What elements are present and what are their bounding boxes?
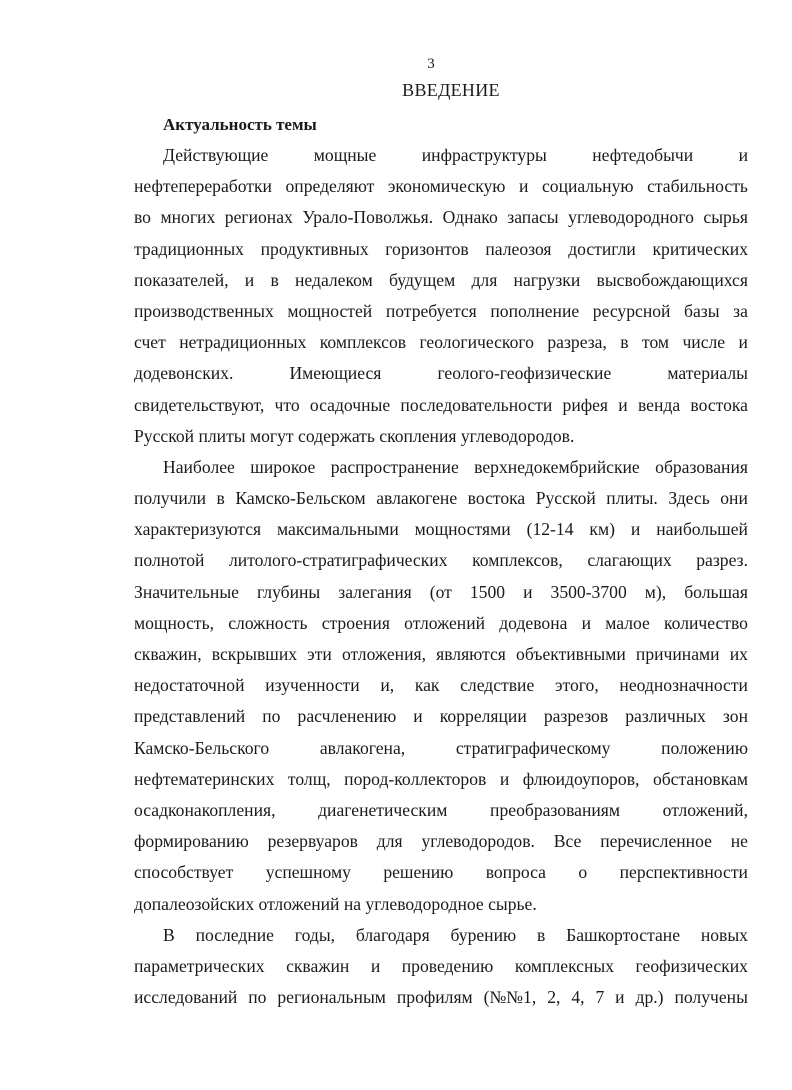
word: неоднозначности xyxy=(619,675,748,696)
word: и xyxy=(413,706,423,727)
word: слагающих xyxy=(587,550,672,571)
word: и xyxy=(370,955,381,976)
body-text xyxy=(134,140,748,1013)
word: геолого-геофизические xyxy=(437,363,612,384)
word: определяют xyxy=(285,176,375,197)
word: региональным xyxy=(277,987,386,1008)
word: достигли xyxy=(568,238,636,259)
word: залегания xyxy=(338,581,412,602)
word: критических xyxy=(652,238,748,259)
word: Здесь xyxy=(668,488,710,509)
word: причинами xyxy=(635,644,720,664)
word: обстановкам xyxy=(652,768,748,789)
word: Значительные xyxy=(134,581,239,602)
text-line xyxy=(134,202,748,233)
word: в xyxy=(620,332,629,353)
word: получили xyxy=(134,488,207,509)
word: осадконакопления, xyxy=(134,799,276,820)
word: м), xyxy=(644,581,667,602)
word: додевона xyxy=(499,612,568,633)
section-heading: Актуальность темы xyxy=(163,115,317,134)
word: счет xyxy=(134,332,166,353)
word: 4, xyxy=(571,987,585,1008)
word: и xyxy=(519,176,529,197)
word: представлений xyxy=(134,706,246,727)
word: комплексов xyxy=(319,332,407,353)
word: многих xyxy=(160,207,216,228)
word: исследований xyxy=(134,987,238,1008)
word: вопроса xyxy=(485,862,546,883)
word: флюидоупоров, xyxy=(522,768,640,789)
word: том xyxy=(641,332,670,353)
word: скважин, xyxy=(134,644,202,664)
text-line xyxy=(134,234,748,265)
word: венда xyxy=(637,394,681,415)
text-line xyxy=(134,483,748,514)
word: скважин xyxy=(286,955,350,976)
word: производственных xyxy=(134,300,274,321)
word: экономическую xyxy=(387,176,506,197)
word: (12-14 xyxy=(526,519,574,540)
text-line xyxy=(134,951,748,982)
page-title: ВВЕДЕНИЕ xyxy=(402,80,500,100)
word: рифея xyxy=(562,394,609,415)
text-line xyxy=(134,140,748,171)
word: глубины xyxy=(256,581,321,602)
word: социальную xyxy=(541,176,634,197)
word: сырья xyxy=(703,207,748,228)
word: стабильность xyxy=(647,176,748,197)
word: комплексных xyxy=(514,955,615,976)
word: В xyxy=(163,924,175,945)
word: строения xyxy=(321,612,390,633)
text-line xyxy=(134,701,748,732)
paragraph xyxy=(134,452,748,920)
word: авлакогена, xyxy=(319,737,406,758)
word: мощностями xyxy=(414,519,511,540)
word: их xyxy=(729,644,748,664)
word: Башкортостане xyxy=(566,924,681,945)
word: горизонтов xyxy=(385,238,469,259)
word: Имеющиеся xyxy=(289,363,382,384)
text-line xyxy=(134,390,748,421)
word: толщ, xyxy=(287,768,331,789)
word: пополнение xyxy=(490,300,580,321)
word: характеризуются xyxy=(134,519,262,540)
word: пород-коллекторов xyxy=(344,768,487,789)
word: этого, xyxy=(554,675,599,696)
word: др.) xyxy=(635,987,664,1008)
word: различных xyxy=(625,706,706,727)
text-line xyxy=(134,452,748,483)
word: отложения, xyxy=(341,644,426,664)
text-line xyxy=(134,826,748,857)
word: потребуется xyxy=(385,300,477,321)
word: регионах xyxy=(224,207,293,228)
text-line xyxy=(134,608,748,639)
word: большая xyxy=(684,581,748,602)
word: Наиболее xyxy=(163,456,235,477)
paragraph xyxy=(134,920,748,1014)
word: и xyxy=(244,269,255,290)
word: стратиграфическому xyxy=(455,737,611,758)
word: малое xyxy=(605,612,650,633)
word: и xyxy=(618,394,628,415)
word: эти xyxy=(307,644,332,664)
word: и xyxy=(738,145,748,165)
text-line xyxy=(134,514,748,545)
word: Камско-Бельском xyxy=(235,488,366,509)
word: углеводородов. xyxy=(421,831,535,852)
word: и xyxy=(581,612,592,633)
word: геологического xyxy=(419,332,534,353)
word: расчленению xyxy=(297,706,397,727)
word: высвобождающихся xyxy=(596,269,748,290)
word: следствие xyxy=(460,675,535,696)
word: изученности xyxy=(265,675,360,696)
word: по xyxy=(262,706,281,727)
word: корреляции xyxy=(439,706,527,727)
word: Все xyxy=(553,831,582,852)
text-line xyxy=(134,639,748,670)
text-line xyxy=(134,358,748,389)
word: и xyxy=(499,768,510,789)
text-line xyxy=(134,920,748,951)
text-line xyxy=(134,296,748,327)
word: максимальными xyxy=(277,519,399,540)
text-line xyxy=(134,171,748,202)
word: нетрадиционных xyxy=(179,332,307,353)
word: решению xyxy=(383,862,454,883)
word: мощностей xyxy=(287,300,373,321)
word: во xyxy=(134,207,151,228)
word: будущем xyxy=(389,269,456,290)
word: нагрузки xyxy=(513,269,581,290)
word: получены xyxy=(674,987,748,1008)
text-line xyxy=(134,577,748,608)
word: в xyxy=(536,924,546,945)
word: 2, xyxy=(547,987,561,1008)
word: верхнедокембрийские xyxy=(474,456,640,477)
word: углеводородного xyxy=(568,207,694,228)
word: мощные xyxy=(313,145,377,165)
word: 1500 xyxy=(469,581,506,602)
word: Камско-Бельского xyxy=(134,737,270,758)
word: что xyxy=(274,394,300,415)
word: км) xyxy=(589,519,615,540)
word: успешному xyxy=(265,862,351,883)
word: (от xyxy=(429,581,452,602)
text-line xyxy=(134,733,748,764)
word: Русской xyxy=(535,488,596,509)
word: инфраструктуры xyxy=(421,145,547,165)
text-line xyxy=(134,795,748,826)
word: плиты. xyxy=(606,488,658,509)
word: бурению xyxy=(450,924,517,945)
word: традиционных xyxy=(134,238,244,259)
word: недостаточной xyxy=(134,675,245,696)
word: наибольшей xyxy=(656,519,748,540)
word: полнотой xyxy=(134,550,205,571)
word: за xyxy=(733,300,748,321)
word: по xyxy=(248,987,267,1008)
word: числе xyxy=(682,332,726,353)
word: разреза, xyxy=(547,332,607,353)
text-line xyxy=(134,265,748,296)
word: и xyxy=(738,332,748,353)
word: способствует xyxy=(134,862,234,883)
word: мощность, xyxy=(134,612,215,633)
word: Действующие xyxy=(163,145,269,165)
word: востока xyxy=(467,488,526,509)
word: зон xyxy=(722,706,748,727)
word: додевонских. xyxy=(134,363,234,384)
word: и xyxy=(523,581,533,602)
word: профилям xyxy=(396,987,473,1008)
word: недалеком xyxy=(295,269,373,290)
word: ресурсной xyxy=(592,300,671,321)
word: и xyxy=(615,987,625,1008)
paragraph xyxy=(134,140,748,452)
text-line xyxy=(134,982,748,1013)
word: благодаря xyxy=(355,924,430,945)
word: сложность xyxy=(228,612,308,633)
word: перспективности xyxy=(619,862,748,883)
text-line: допалеозойских отложений на углеводородное сырье. xyxy=(134,893,537,914)
word: разрез. xyxy=(696,550,748,571)
word: проведению xyxy=(401,955,494,976)
word: Однако xyxy=(442,207,498,228)
word: резервуаров xyxy=(267,831,358,852)
word: востока xyxy=(690,394,748,415)
word: последовательности xyxy=(400,394,553,415)
text-line xyxy=(134,545,748,576)
word: перечисленное xyxy=(600,831,712,852)
word: не xyxy=(730,831,748,852)
text-line xyxy=(134,670,748,701)
word: как xyxy=(414,675,440,696)
word: диагенетическим xyxy=(318,799,448,820)
word: в xyxy=(270,269,279,290)
text-line: Русской плиты могут содержать скопления углеводородов. xyxy=(134,425,575,446)
word: в xyxy=(216,488,225,509)
page-number: 3 xyxy=(427,56,435,72)
word: 3500-3700 xyxy=(550,581,627,602)
word: для xyxy=(376,831,403,852)
word: отложений, xyxy=(662,799,748,820)
word: запасы xyxy=(507,207,559,228)
word: положению xyxy=(661,737,748,758)
word: разрезов xyxy=(543,706,609,727)
word: и, xyxy=(380,675,395,696)
word: о xyxy=(578,862,588,883)
word: широкое xyxy=(250,456,316,477)
word: параметрических xyxy=(134,955,265,976)
word: годы, xyxy=(294,924,336,945)
word: они xyxy=(720,488,748,509)
word: отложений xyxy=(404,612,486,633)
word: комплексов, xyxy=(472,550,563,571)
word: распространение xyxy=(330,456,459,477)
word: базы xyxy=(684,300,720,321)
word: образования xyxy=(655,456,748,477)
word: авлакогене xyxy=(376,488,458,509)
word: нефтематеринских xyxy=(134,768,275,789)
text-line xyxy=(134,327,748,358)
text-line xyxy=(134,764,748,795)
word: (№№1, xyxy=(483,987,537,1008)
word: и xyxy=(630,519,641,540)
word: геофизических xyxy=(635,955,748,976)
word: количество xyxy=(663,612,748,633)
word: палеозоя xyxy=(485,238,552,259)
word: свидетельствуют, xyxy=(134,394,265,415)
word: объективными xyxy=(516,644,626,664)
word: являются xyxy=(436,644,506,664)
word: новых xyxy=(700,924,748,945)
word: осадочные xyxy=(309,394,391,415)
word: литолого-стратиграфических xyxy=(229,550,448,571)
text-line xyxy=(134,857,748,888)
word: 7 xyxy=(595,987,605,1008)
word: для xyxy=(471,269,498,290)
word: нефтедобычи xyxy=(592,145,694,165)
word: преобразованиям xyxy=(490,799,621,820)
word: показателей, xyxy=(134,269,229,290)
word: нефтепереработки xyxy=(134,176,272,197)
word: продуктивных xyxy=(260,238,369,259)
word: формированию xyxy=(134,831,249,852)
word: последние xyxy=(195,924,274,945)
word: материалы xyxy=(667,363,748,384)
word: вскрывших xyxy=(211,644,298,664)
word: Урало-Поволжья. xyxy=(302,207,434,228)
